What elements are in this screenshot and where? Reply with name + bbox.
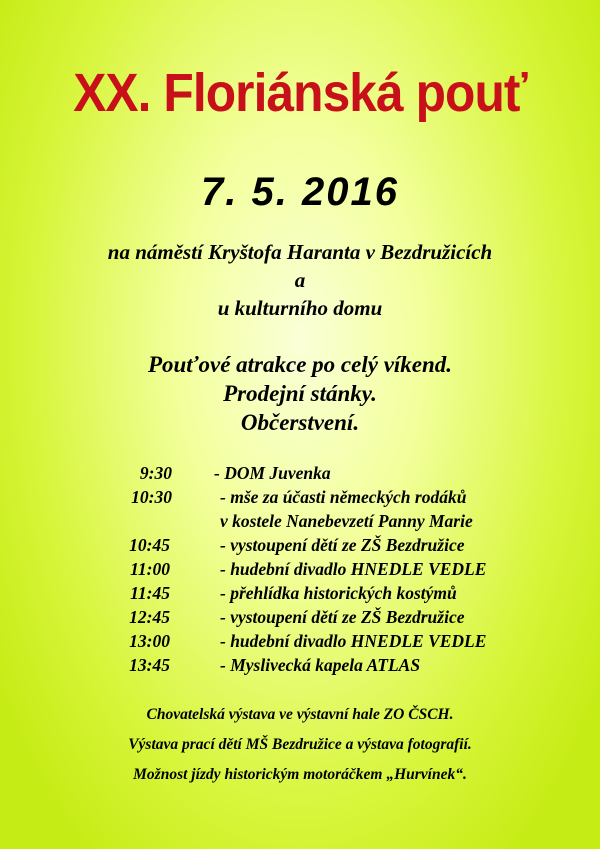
schedule-desc: - Myslivecká kapela ATLAS xyxy=(220,655,421,675)
schedule-desc: - mše za účasti německých rodáků xyxy=(220,487,467,507)
schedule-time: 13:45 xyxy=(129,655,170,675)
location-line-2: a xyxy=(294,268,306,292)
footer-line-1: Chovatelská výstava ve výstavní hale ZO ČSCH. xyxy=(146,706,454,723)
schedule-time: 11:00 xyxy=(130,559,170,579)
location-line-1: na náměstí Kryštofa Haranta v Bezdružicích xyxy=(107,240,493,264)
schedule-time: 11:45 xyxy=(130,583,170,603)
attractions-line-2: Prodejní stánky. xyxy=(223,381,377,406)
schedule-row xyxy=(0,535,600,558)
schedule-time: 12:45 xyxy=(129,607,170,627)
schedule-time: 10:45 xyxy=(129,535,170,555)
schedule-row xyxy=(0,631,600,654)
event-date: 7. 5. 2016 xyxy=(201,170,399,214)
schedule-desc: - DOM Juvenka xyxy=(214,463,331,483)
schedule-row xyxy=(0,607,600,630)
schedule-desc: - hudební divadlo HNEDLE VEDLE xyxy=(220,559,487,579)
schedule-time: 9:30 xyxy=(139,463,172,483)
attractions-line-3: Občerstvení. xyxy=(240,410,360,435)
schedule-desc: - přehlídka historických kostýmů xyxy=(220,583,457,603)
footer-line-2: Výstava prací dětí MŠ Bezdružice a výstava fotografií. xyxy=(128,736,472,753)
schedule-time: 10:30 xyxy=(131,487,172,507)
schedule-desc: v kostele Nanebevzetí Panny Marie xyxy=(220,511,473,531)
schedule-desc: - vystoupení dětí ze ZŠ Bezdružice xyxy=(220,607,465,627)
location-line-3: u kulturního domu xyxy=(217,296,383,320)
attractions-line-1: Pouťové atrakce po celý víkend. xyxy=(147,352,453,377)
schedule-row xyxy=(0,655,600,678)
schedule-row xyxy=(0,511,600,534)
schedule-row xyxy=(0,583,600,606)
schedule-desc: - hudební divadlo HNEDLE VEDLE xyxy=(220,631,487,651)
footer-line-3: Možnost jízdy historickým motoráčkem „Hurvínek“. xyxy=(133,766,467,783)
event-title: XX. Floriánská pouť xyxy=(73,63,527,123)
schedule-row xyxy=(0,487,600,510)
schedule-desc: - vystoupení dětí ze ZŠ Bezdružice xyxy=(220,535,465,555)
schedule-time: 13:00 xyxy=(129,631,170,651)
schedule-row xyxy=(0,559,600,582)
schedule-row xyxy=(0,463,600,486)
